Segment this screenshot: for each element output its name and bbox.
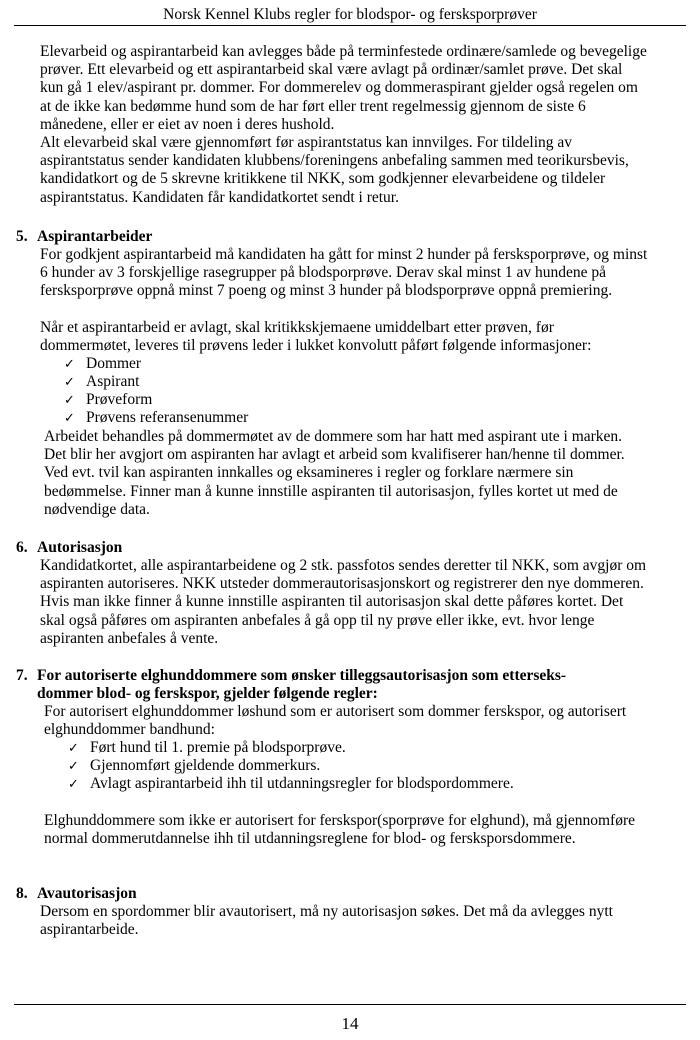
section-6-title: Autorisasjon <box>37 539 123 556</box>
section-8-paragraph-1: Dersom en spordommer blir avautorisert, må ny autorisasjon søkes. Det må da avlegges nytt aspirantarbeide. <box>40 903 613 939</box>
section-8-title: Avautorisasjon <box>37 885 137 902</box>
section-5-paragraph-2: Når et aspirantarbeid er avlagt, skal kritikkskjemaene umiddelbart etter prøven, før dommermøtet, leveres til prøvens leder i lukket konvolutt påført følgende informasjoner: <box>40 319 592 355</box>
checklist-item: ✓ Aspirant <box>64 373 139 392</box>
intro-paragraph-1: Elevarbeid og aspirantarbeid kan avlegges både på terminfestede ordinære/samlede og bevegelige prøver. Ett elevarbeid og ett aspirantarbeid skal være avlagt på ordinær/samlet prøve. Det skal kun gå 1 elev/aspirant pr. dommer. For dommerelev og dommeraspirant gjelder også regelen om at de ikke kan bedømme hund som de har ført eller trent regelmessig gjennom de siste 6 månedene, eller er eiet av noen i deres hushold. <box>40 43 647 133</box>
section-5-number: 5. <box>16 228 28 245</box>
checklist-item: ✓ Gjennomført gjeldende dommerkurs. <box>68 757 320 776</box>
checklist-item: ✓ Ført hund til 1. premie på blodsporprøve. <box>68 739 346 758</box>
checklist-item: ✓ Prøvens referansenummer <box>64 409 248 428</box>
checklist-item: ✓ Avlagt aspirantarbeid ihh til utdanningsregler for blodspordommere. <box>68 775 514 794</box>
section-7-paragraph-2: Elghunddommere som ikke er autorisert for ferskspor(sporprøve for elghund), må gjennomføre normal dommerutdannelse ihh til utdanningsreglene for blod- og fersksporsdommere. <box>44 812 635 848</box>
section-7-number: 7. <box>16 667 28 684</box>
check-icon: ✓ <box>64 393 75 408</box>
check-icon: ✓ <box>68 759 79 774</box>
checklist-item: ✓ Prøveform <box>64 391 152 410</box>
section-5-heading <box>16 228 152 246</box>
check-icon: ✓ <box>68 741 79 756</box>
section-6-heading <box>16 539 122 557</box>
section-5-paragraph-1: For godkjent aspirantarbeid må kandidaten ha gått for minst 2 hunder på fersksporprøve, og minst 6 hunder av 3 forskjellige rasegrupper på blodsporprøve. Derav skal minst 1 av hundene på fersksporprøve oppnå minst 7 poeng og minst 3 hunder på blodsporprøve oppnå premiering. <box>40 246 648 300</box>
page-header: Norsk Kennel Klubs regler for blodspor- og fersksporprøver <box>14 6 686 26</box>
page-number: 14 <box>341 1014 359 1033</box>
check-icon: ✓ <box>64 411 75 426</box>
intro-paragraph-2: Alt elevarbeid skal være gjennomført før aspirantstatus kan innvilges. For tildeling av aspirantstatus sender kandidaten klubbens/foreningens anbefaling sammen med teorikursbevis, kandidatkort og de 5 skrevne kritikkene til NKK, som godkjenner elevarbeidene og tildeler aspirantstatus. Kandidaten får kandidatkortet sendt i retur. <box>40 134 629 206</box>
section-8-number: 8. <box>16 885 28 902</box>
section-5-paragraph-3: Arbeidet behandles på dommermøtet av de dommere som har hatt med aspirant ute i marken. Det blir her avgjort om aspiranten har avlagt et arbeid som kvalifiserer han/henne til dommer. Ved evt. tvil kan aspiranten innkalles og eksamineres i regler og forklare nærmere sin bedømmelse. Finner man å kunne innstille aspiranten til autorisasjon, fylles kortet ut med de nødvendige data. <box>44 428 625 518</box>
checklist-item: ✓ Dommer <box>64 355 141 374</box>
section-5-title: Aspirantarbeider <box>37 228 153 245</box>
check-icon: ✓ <box>64 375 75 390</box>
check-icon: ✓ <box>68 777 79 792</box>
section-7-title-line-1: For autoriserte elghunddommere som ønsker tilleggsautorisasjon som etterseks- <box>37 667 567 684</box>
section-6-number: 6. <box>16 539 28 556</box>
section-7-title-line-2: dommer blod- og ferskspor, gjelder følgende regler: <box>37 685 378 702</box>
section-7-paragraph-1: For autorisert elghunddommer løshund som er autorisert som dommer ferskspor, og autorisert elghunddommer bandhund: <box>44 703 627 739</box>
section-7-heading <box>16 667 566 685</box>
footer-divider <box>14 1004 686 1005</box>
check-icon: ✓ <box>64 357 75 372</box>
section-8-heading <box>16 885 137 903</box>
section-6-paragraph-1: Kandidatkortet, alle aspirantarbeidene og 2 stk. passfotos sendes deretter til NKK, som avgjør om aspiranten autoriseres. NKK utsteder dommerautorisasjonskort og registrerer den nye dommeren. Hvis man ikke finner å kunne innstille aspiranten til autorisasjon skal dette påføres kortet. Det skal også påføres om aspiranten anbefales å gå opp til ny prøve eller ikke, evt. hvor lenge aspiranten anbefales å vente. <box>40 557 647 647</box>
